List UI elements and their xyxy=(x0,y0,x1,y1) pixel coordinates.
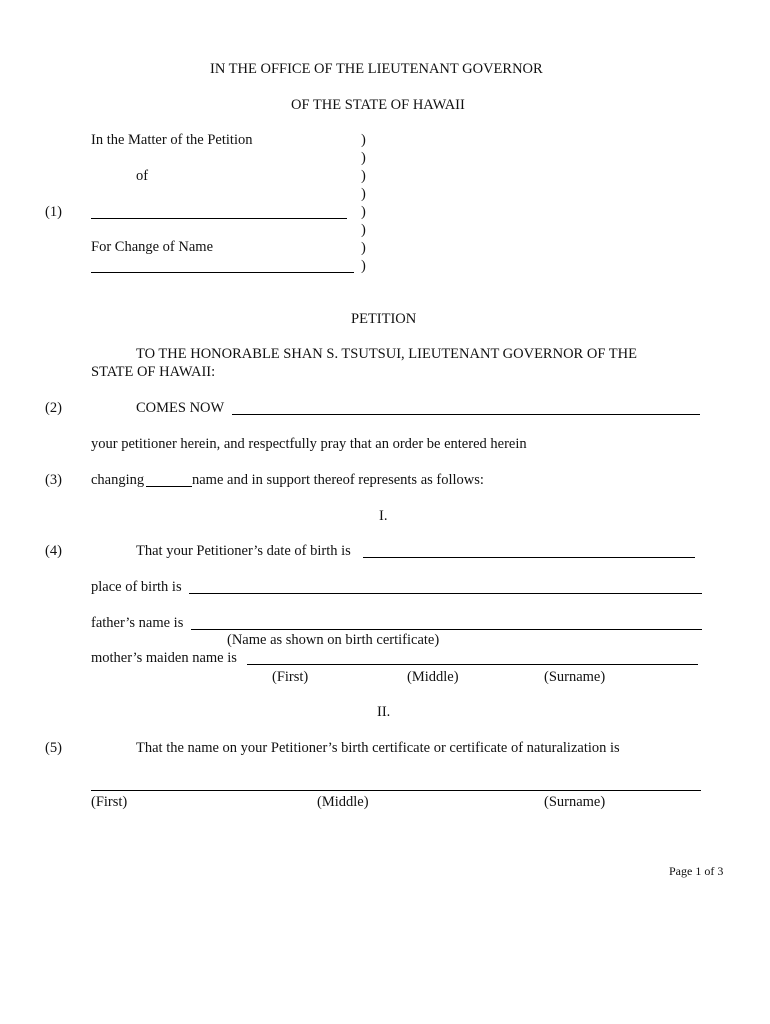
caption-paren: ) xyxy=(361,132,366,148)
father-name-blank[interactable] xyxy=(191,629,702,630)
changing-label: changing xyxy=(91,472,145,488)
birth-cert-first-label: (First) xyxy=(91,794,128,810)
comes-now-name-blank[interactable] xyxy=(232,414,700,415)
pob-label: place of birth is xyxy=(91,579,182,595)
caption-change-label: For Change of Name xyxy=(91,239,214,255)
birth-cert-name-blank[interactable] xyxy=(91,790,701,791)
father-name-note: (Name as shown on birth certificate) xyxy=(227,632,440,648)
father-label: father’s name is xyxy=(91,615,184,631)
caption-paren: ) xyxy=(361,186,366,202)
mother-middle-label: (Middle) xyxy=(407,669,459,685)
item-marker-1: (1) xyxy=(45,204,62,220)
dob-label: That your Petitioner’s date of birth is xyxy=(136,543,351,559)
birth-cert-middle-label: (Middle) xyxy=(317,794,369,810)
caption-paren: ) xyxy=(361,240,366,256)
item-marker-4: (4) xyxy=(45,543,62,559)
section-heading-1: I. xyxy=(379,508,388,524)
comes-now-label: COMES NOW xyxy=(136,400,225,416)
header-line-1: IN THE OFFICE OF THE LIEUTENANT GOVERNOR xyxy=(210,61,543,77)
mother-first-label: (First) xyxy=(272,669,309,685)
caption-second-blank[interactable] xyxy=(91,272,354,273)
header-line-2: OF THE STATE OF HAWAII xyxy=(291,97,465,113)
pob-blank[interactable] xyxy=(189,593,702,594)
mother-label: mother’s maiden name is xyxy=(91,650,237,666)
page-number: Page 1 of 3 xyxy=(669,864,724,878)
caption-paren: ) xyxy=(361,168,366,184)
item-marker-2: (2) xyxy=(45,400,62,416)
section-heading-2: II. xyxy=(377,704,391,720)
item-marker-3: (3) xyxy=(45,472,62,488)
mother-surname-label: (Surname) xyxy=(544,669,606,685)
pray-text: your petitioner herein, and respectfully pray that an order be entered herein xyxy=(91,436,527,452)
mother-name-blank[interactable] xyxy=(247,664,698,665)
petition-title: PETITION xyxy=(351,311,417,327)
address-line-2: STATE OF HAWAII: xyxy=(91,364,216,380)
item-marker-5: (5) xyxy=(45,740,62,756)
changing-rest-text: name and in support thereof represents as follows: xyxy=(192,472,484,488)
petitioner-name-blank[interactable] xyxy=(91,218,347,219)
caption-paren: ) xyxy=(361,222,366,238)
caption-paren: ) xyxy=(361,204,366,220)
caption-matter-label: In the Matter of the Petition xyxy=(91,132,253,148)
birth-cert-surname-label: (Surname) xyxy=(544,794,606,810)
caption-paren: ) xyxy=(361,150,366,166)
address-line-1: TO THE HONORABLE SHAN S. TSUTSUI, LIEUTENANT GOVERNOR OF THE xyxy=(136,346,637,362)
pronoun-blank[interactable] xyxy=(146,486,192,487)
caption-of-label: of xyxy=(136,168,149,184)
birth-cert-text: That the name on your Petitioner’s birth certificate or certificate of naturalization is xyxy=(136,740,620,756)
dob-blank[interactable] xyxy=(363,557,695,558)
caption-paren: ) xyxy=(361,258,366,274)
